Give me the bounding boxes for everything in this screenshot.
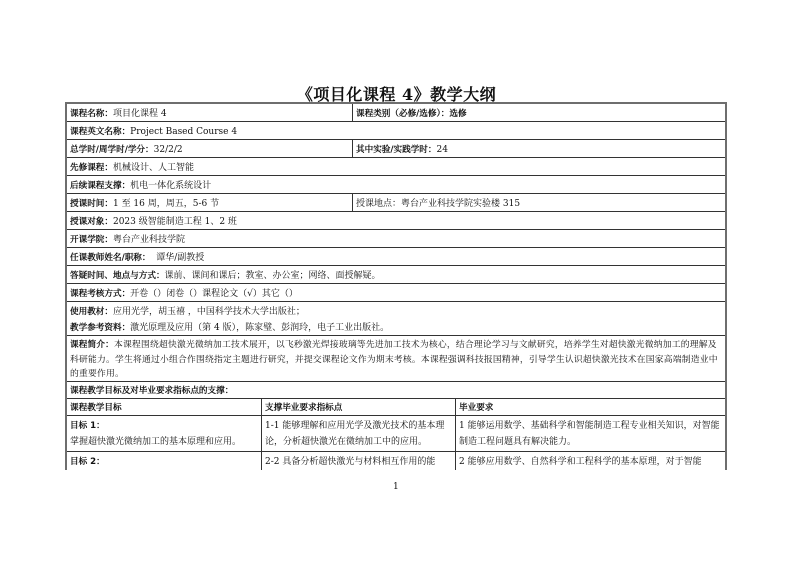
office-hours-cell [67, 266, 725, 283]
row-intro [67, 336, 725, 382]
header-objective-label: 课程教学目标 [70, 403, 122, 413]
hours-value: 32/2/2 [153, 145, 183, 155]
lab-hours-value: 24 [436, 145, 448, 155]
objectives-section-cell [67, 382, 725, 398]
textbook-line [70, 304, 722, 320]
follow-up-label: 后续课程支撑： [70, 181, 131, 191]
location-cell [352, 194, 725, 211]
document-title: 《项目化课程 4》教学大纲 [296, 85, 497, 104]
college-value: 粤台产业科技学院 [112, 235, 185, 245]
header-indicator [261, 399, 455, 415]
references-value: 激光原理及应用（第 4 版），陈家璧、彭润玲，电子工业出版社。 [130, 323, 390, 333]
requirement-2-text: 2 能够应用数学、自然科学和工程科学的基本原理，对于智能 [459, 457, 702, 467]
audience-cell [67, 212, 725, 229]
teacher-cell [67, 248, 725, 265]
assessment-cell [67, 284, 725, 301]
audience-value: 2023 级智能制造工程 1、2 班 [112, 217, 237, 227]
requirement-1-cell [455, 416, 725, 451]
course-name-label: 课程名称： [70, 109, 113, 119]
header-requirement-label: 毕业要求 [459, 403, 494, 413]
page-number: 1 [393, 482, 399, 492]
intro-label: 课程简介： [70, 340, 114, 350]
course-category-label: 课程类别（必修/选修）： [356, 109, 450, 119]
row-hours [67, 140, 725, 158]
objective-1-label: 目标 1： [70, 421, 105, 431]
materials-cell [67, 302, 725, 335]
requirement-1-text: 1 能够运用数学、基础科学和智能制造工程专业相关知识，对智能制造工程问题具有解决能力。 [459, 421, 720, 447]
references-label: 教学参考资料： [70, 323, 131, 333]
header-objective [67, 399, 261, 415]
row-office-hours [67, 266, 725, 284]
requirement-2-cell [455, 452, 725, 470]
course-category-value: 选修 [449, 109, 467, 119]
row-college [67, 230, 725, 248]
row-objectives-header [67, 399, 725, 416]
lab-hours-cell [352, 140, 725, 157]
row-teacher [67, 248, 725, 266]
row-audience [67, 212, 725, 230]
header-requirement [455, 399, 725, 415]
college-label: 开课学院： [70, 235, 113, 245]
indicator-1-cell [261, 416, 455, 451]
english-name-value: Project Based Course 4 [130, 127, 238, 137]
syllabus-table [65, 102, 727, 470]
header-indicator-label: 支撑毕业要求指标点 [265, 403, 343, 413]
college-cell [67, 230, 725, 247]
row-course-name [67, 104, 725, 122]
row-prerequisites [67, 158, 725, 176]
office-hours-label: 答疑时间、地点与方式： [70, 271, 165, 281]
office-hours-value: 课前、课间和课后；教室、办公室；网络、面授解疑。 [164, 271, 381, 281]
objective-2-cell [67, 452, 261, 470]
english-name-cell [67, 122, 725, 139]
hours-label: 总学时/周学时/学分： [70, 145, 154, 155]
audience-label: 授课对象： [70, 217, 113, 227]
objective-1-text: 掌握超快激光微纳加工的基本原理和应用。 [70, 437, 242, 447]
table-row [67, 416, 725, 452]
teacher-label: 任课教师姓名/职称： [70, 253, 151, 263]
schedule-value: 1 至 16 周，周五，5-6 节 [112, 199, 220, 209]
location-label: 授课地点： [356, 199, 402, 209]
objectives-section-title: 课程教学目标及对毕业要求指标点的支撑： [70, 386, 234, 396]
row-schedule [67, 194, 725, 212]
indicator-1-text: 1-1 能够理解和应用光学及激光技术的基本理论，分析超快激光在微纳加工中的应用。 [265, 421, 445, 447]
textbook-value: 应用光学，胡玉禧 ，中国科学技术大学出版社； [112, 307, 305, 317]
lab-hours-label: 其中实验/实践学时： [356, 145, 437, 155]
prerequisites-value: 机械设计、人工智能 [112, 163, 194, 173]
english-name-label: 课程英文名称： [70, 127, 131, 137]
schedule-cell [67, 194, 352, 211]
row-materials [67, 302, 725, 336]
follow-up-cell [67, 176, 725, 193]
references-line [70, 320, 722, 335]
course-name-value: 项目化课程 4 [112, 109, 167, 119]
objective-1-cell [67, 416, 261, 451]
course-category-cell [352, 104, 725, 121]
objective-2-label: 目标 2： [70, 457, 105, 467]
row-follow-up [67, 176, 725, 194]
schedule-label: 授课时间： [70, 199, 113, 209]
hours-cell [67, 140, 352, 157]
teacher-value: 谭华/副教授 [156, 253, 205, 263]
row-assessment [67, 284, 725, 302]
row-english-name [67, 122, 725, 140]
intro-cell [67, 336, 725, 381]
prerequisites-cell [67, 158, 725, 175]
row-objectives-section [67, 382, 725, 399]
prerequisites-label: 先修课程： [70, 163, 113, 173]
intro-value: 本课程围绕超快激光微纳加工技术展开，以飞秒激光焊接玻璃等先进加工技术为核心，结合理论学习与文献研究，培养学生对超快激光微纳加工的理解及科研能力。学生将通过小组合作围绕指定主题进行研究，并提交课程论文作为期末考核。本课程强调科技报国精神，引导学生认识超快激光技术在国家高端制造业中的重要作用。 [70, 340, 718, 379]
location-value: 粤台产业科技学院实验楼 315 [401, 199, 521, 209]
table-row [67, 452, 725, 470]
indicator-2-text: 2-2 具备分析超快激光与材料相互作用的能 [265, 457, 436, 467]
course-name-cell [67, 104, 352, 121]
textbook-label: 使用教材： [70, 307, 113, 317]
follow-up-value: 机电一体化系统设计 [130, 181, 212, 191]
indicator-2-cell [261, 452, 455, 470]
assessment-label: 课程考核方式： [70, 289, 131, 299]
assessment-value: 开卷（）闭卷（）课程论文（√）其它（） [130, 289, 298, 299]
